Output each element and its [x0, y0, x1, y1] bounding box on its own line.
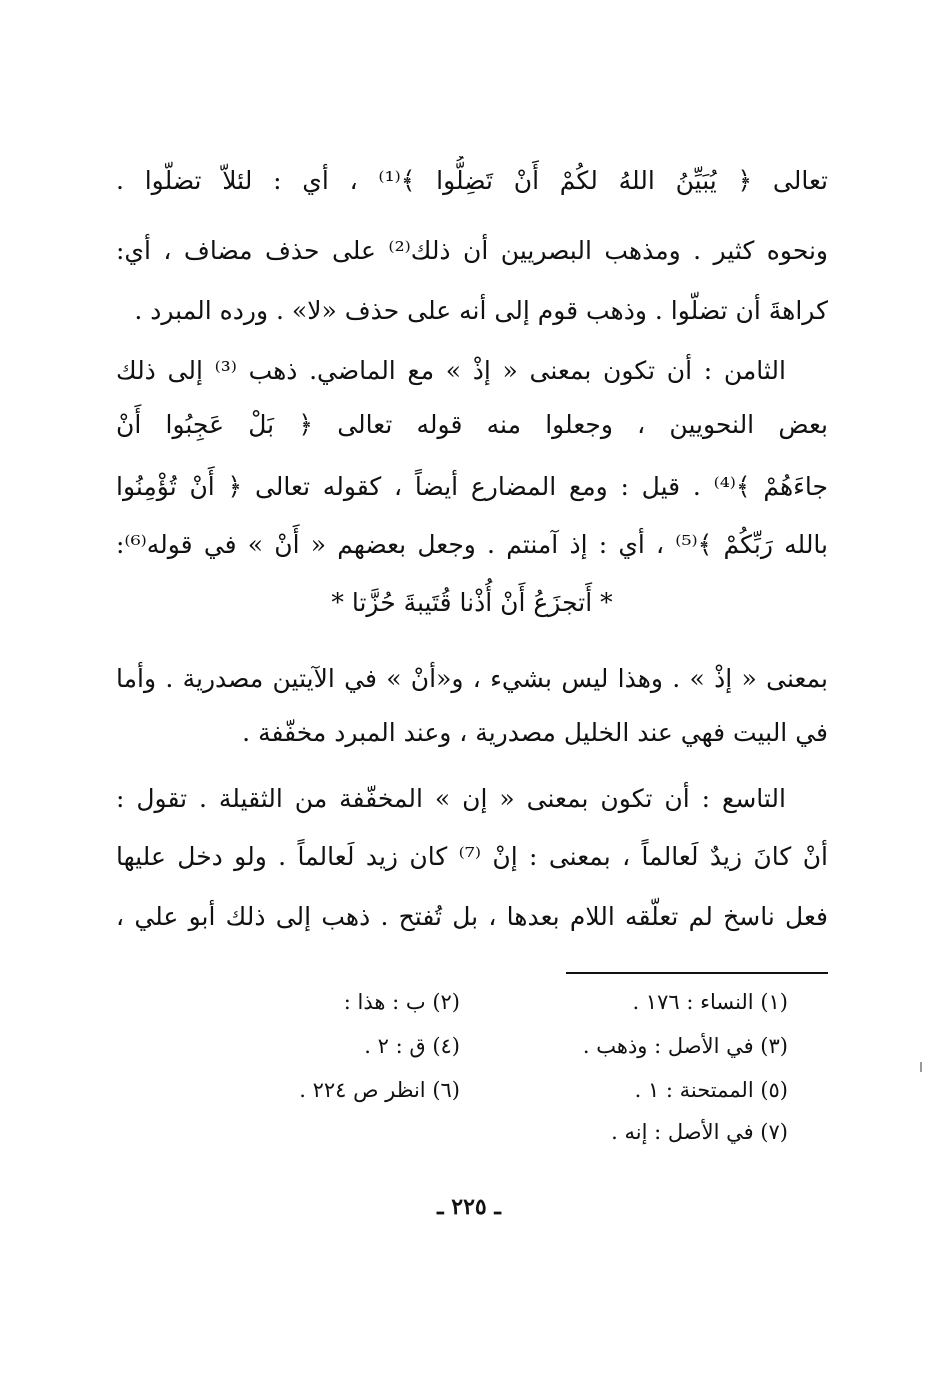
text-line: في البيت فهي عند الخليل مصدرية ، وعند المبرد مخفّفة .: [242, 718, 828, 747]
text-line: كراهةَ أن تضلّوا . وذهب قوم إلى أنه على حذف «لا» . ورده المبرد .: [134, 296, 828, 325]
text-line: جاءَهُمْ ﴾⁽⁴⁾ . قيل : ومع المضارع أيضاً ، كقوله تعالى ﴿ أَنْ تُؤْمِنُوا: [116, 472, 828, 501]
footnote: (٢) ب : هذا :: [343, 990, 460, 1014]
text-line: التاسع : أن تكون بمعنى « إن » المخفّفة من الثقيلة . تقول :: [116, 784, 786, 813]
scan-mark: [920, 1062, 922, 1072]
text-line: تعالى ﴿ يُبَيِّنُ اللهُ لكُمْ أَنْ تَضِلُّوا ﴾⁽¹⁾ ، أي : لئلاّ تضلّوا .: [116, 166, 828, 195]
text-line: الثامن : أن تكون بمعنى « إذْ » مع الماضي. ذهب ⁽³⁾ إلى ذلك: [116, 356, 786, 385]
footnote: (٦) انظر ص ٢٢٤ .: [299, 1078, 460, 1102]
footnote: (٥) الممتحنة : ١ .: [634, 1078, 788, 1102]
text-line: ونحوه كثير . ومذهب البصريين أن ذلك⁽²⁾ على حذف مضاف ، أي:: [116, 236, 828, 265]
poetry-verse: * أَتجزَعُ أَنْ أُذْنا قُتَيبةَ حُزَّتا *: [331, 588, 613, 617]
footnote: (٣) في الأصل : وذهب .: [582, 1034, 788, 1058]
footnote: (١) النساء : ١٧٦ .: [632, 990, 788, 1014]
text-line: بعض النحويين ، وجعلوا منه قوله تعالى ﴿ بَلْ عَجِبُوا أَنْ: [116, 410, 828, 439]
footnote-separator: [566, 972, 828, 974]
text-line: بمعنى « إذْ » . وهذا ليس بشيء ، و«أنْ » في الآيتين مصدرية . وأما: [116, 664, 828, 693]
text-line: بالله رَبِّكُمْ ﴾⁽⁵⁾ ، أي : إذ آمنتم . وجعل بعضهم « أَنْ » في قوله⁽⁶⁾:: [116, 530, 828, 559]
page-number: ـ ٢٢٥ ـ: [437, 1194, 501, 1220]
text-line: فعل ناسخ لم تعلّقه اللام بعدها ، بل تُفتح . ذهب إلى ذلك أبو علي ،: [116, 902, 828, 931]
footnote: (٧) في الأصل : إنه .: [611, 1120, 788, 1144]
footnote: (٤) ق : ٢ .: [364, 1034, 460, 1058]
text-line: أنْ كانَ زيدٌ لَعالماً ، بمعنى : إنْ ⁽⁷⁾ كان زيد لَعالماً . ولو دخل عليها: [116, 842, 828, 871]
